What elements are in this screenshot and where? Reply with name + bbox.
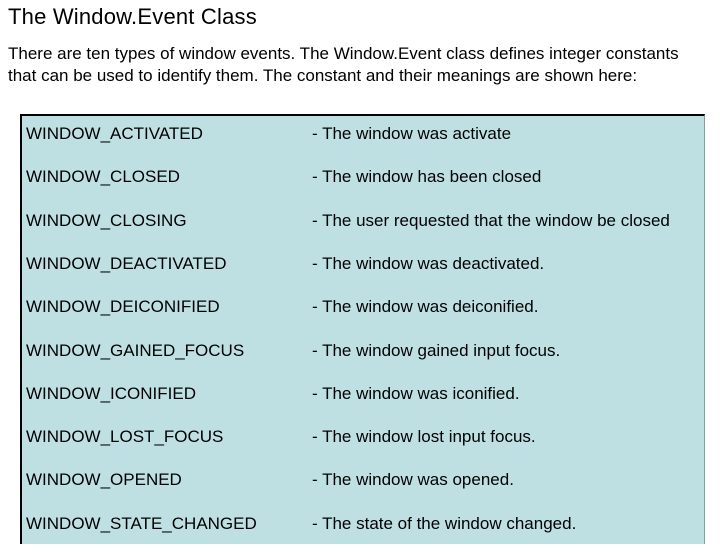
constant-name: WINDOW_DEICONIFIED [26, 297, 220, 317]
constant-description: - The state of the window changed. [312, 513, 577, 533]
constant-name: WINDOW_OPENED [26, 470, 182, 490]
constant-description: - The window was activate [312, 124, 512, 143]
table-row [22, 506, 704, 549]
constant-description: - The window was deiconified. [312, 297, 539, 317]
constant-name: WINDOW_LOST_FOCUS [26, 427, 224, 447]
table-row [22, 419, 704, 462]
intro-line-1: There are ten types of window events. The Window.Event class defines integer constants [8, 44, 679, 63]
table-row [22, 462, 704, 505]
constant-name: WINDOW_CLOSED [26, 167, 180, 187]
table-row [22, 203, 704, 246]
constant-description: - The window lost input focus. [312, 427, 536, 447]
constant-description: - The window was opened. [312, 470, 514, 490]
constant-name: WINDOW_DEACTIVATED [26, 253, 227, 273]
constant-name: WINDOW_STATE_CHANGED [26, 513, 257, 533]
constant-name: WINDOW_ACTIVATED [26, 124, 203, 143]
table-row [22, 333, 704, 376]
constant-description: - The user requested that the window be closed [312, 210, 670, 230]
intro-line-2: that can be used to identify them. The constant and their meanings are shown here: [8, 66, 638, 85]
constant-name: WINDOW_CLOSING [26, 210, 187, 230]
constants-table [20, 114, 705, 544]
constant-description: - The window was iconified. [312, 383, 520, 403]
table-row [22, 376, 704, 419]
constant-description: - The window gained input focus. [312, 340, 561, 360]
constant-description: - The window was deactivated. [312, 253, 545, 273]
constant-name: WINDOW_GAINED_FOCUS [26, 340, 245, 360]
table-row [22, 289, 704, 332]
intro-paragraph [8, 43, 714, 87]
table-row [22, 116, 704, 159]
constant-name: WINDOW_ICONIFIED [26, 383, 196, 403]
slide-title: The Window.Event Class [8, 4, 257, 29]
table-row [22, 159, 704, 202]
constant-description: - The window has been closed [312, 167, 542, 187]
table-row [22, 246, 704, 289]
